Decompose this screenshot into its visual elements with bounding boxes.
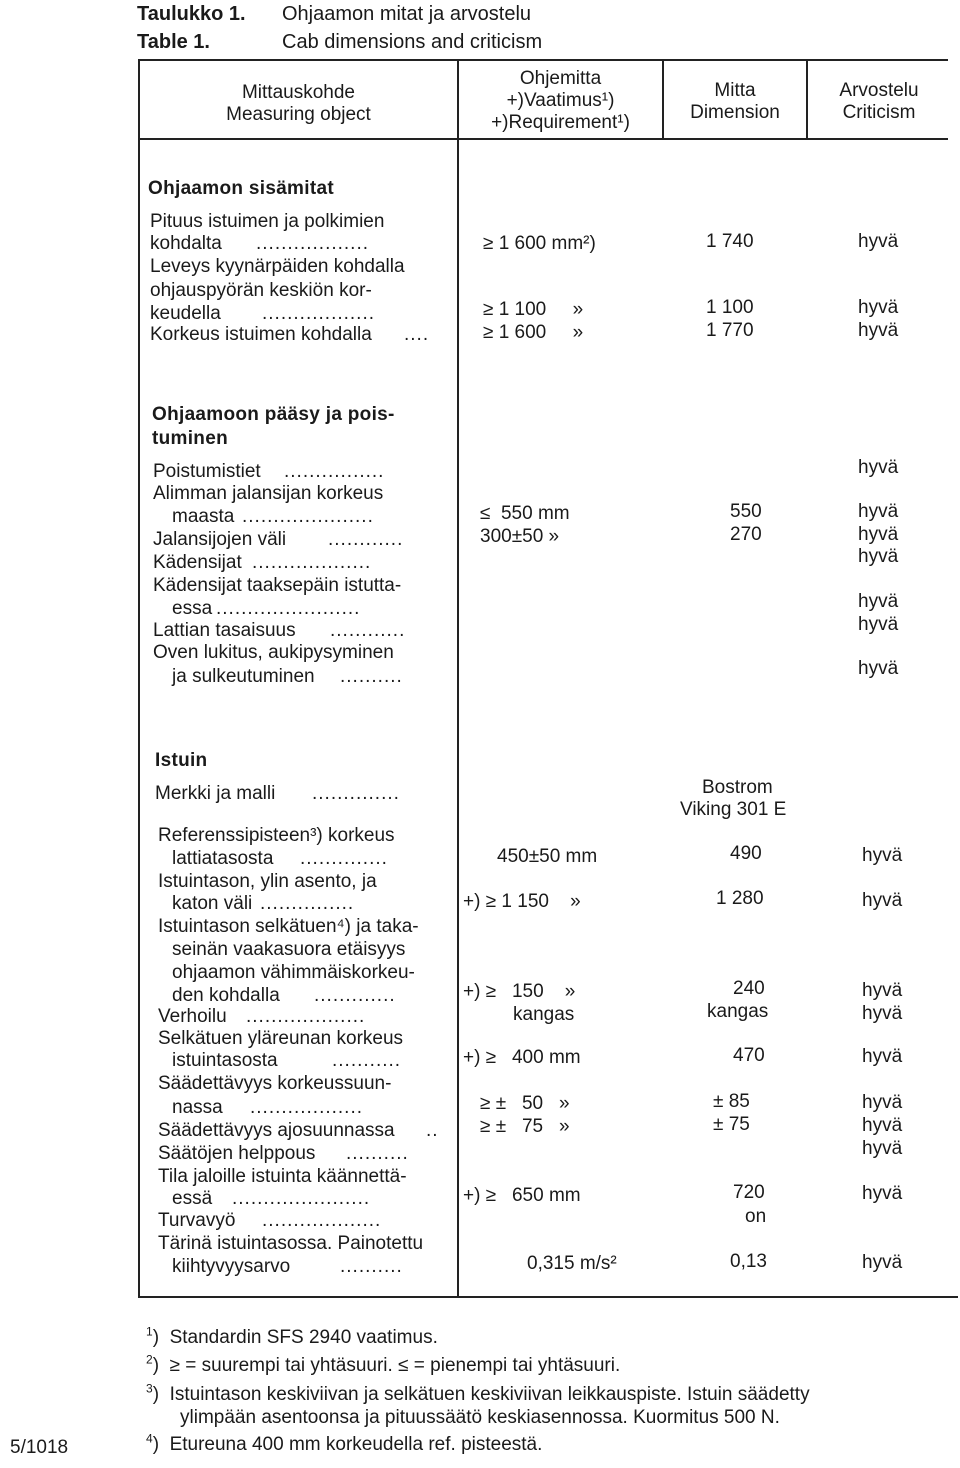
dimension-value: on bbox=[745, 1206, 767, 1227]
row-label: Verhoilu bbox=[158, 1006, 227, 1027]
leader-dots: ...................... bbox=[232, 1188, 371, 1209]
table-top-rule bbox=[138, 59, 948, 61]
footnote-cont: ylimpään asentoonsa ja pituussäätö keskiasennossa. Kuormitus 500 N. bbox=[180, 1407, 780, 1428]
row-label: Säädettävyys ajosuunnassa bbox=[158, 1120, 395, 1141]
leader-dots: .............. bbox=[312, 783, 400, 804]
caption-fi-label: Taulukko 1. bbox=[137, 3, 246, 25]
row-label: Kädensijat bbox=[153, 552, 242, 573]
requirement-value: ≤ 550 mm bbox=[480, 503, 570, 524]
row-label: Tila jaloille istuinta käännettä- bbox=[158, 1166, 407, 1187]
criticism-value: hyvä bbox=[862, 1046, 903, 1067]
caption-en-title: Cab dimensions and criticism bbox=[282, 31, 543, 53]
criticism-value: hyvä bbox=[858, 320, 899, 341]
footnote: $^1$) Standardin SFS 2940 vaatimus. bbox=[146, 1324, 438, 1348]
dimension-value: 1 280 bbox=[716, 888, 764, 909]
dimension-value: 490 bbox=[730, 843, 762, 864]
col-rule-left bbox=[138, 59, 140, 1298]
col-rule-1 bbox=[457, 59, 459, 1298]
row-label: Istuintason selkätuen⁴) ja taka- bbox=[158, 916, 419, 937]
criticism-value: hyvä bbox=[858, 614, 899, 635]
criticism-value: hyvä bbox=[858, 546, 899, 567]
leader-dots: ............ bbox=[328, 529, 404, 550]
leader-dots: ............. bbox=[314, 985, 396, 1006]
criticism-value: hyvä bbox=[862, 845, 903, 866]
dimension-value: 0,13 bbox=[730, 1251, 767, 1272]
header-measuring-object: Mittauskohde Measuring object bbox=[226, 82, 371, 125]
criticism-value: hyvä bbox=[858, 591, 899, 612]
leader-dots: .......... bbox=[340, 1256, 403, 1277]
row-label: Oven lukitus, aukipysyminen bbox=[153, 642, 394, 663]
dimension-value: kangas bbox=[707, 1001, 769, 1022]
requirement-value: +) ≥ 650 mm bbox=[463, 1185, 581, 1206]
row-label: kiihtyvyysarvo bbox=[172, 1256, 291, 1277]
row-label: istuintasosta bbox=[172, 1050, 278, 1071]
leader-dots: ................ bbox=[284, 461, 385, 482]
row-label: ohjaamon vähimmäiskorkeu- bbox=[172, 962, 415, 983]
section-title: Ohjaamoon pääsy ja pois- bbox=[152, 404, 395, 425]
row-label: essä bbox=[172, 1188, 213, 1209]
leader-dots: ........... bbox=[332, 1050, 402, 1071]
dimension-value: 1 740 bbox=[706, 231, 754, 252]
header-requirement: Ohjemitta +)Vaatimus¹) +)Requirement¹) bbox=[491, 68, 630, 133]
criticism-value: hyvä bbox=[862, 1003, 903, 1024]
dimension-value: 470 bbox=[733, 1045, 765, 1066]
row-label: Korkeus istuimen kohdalla bbox=[150, 324, 372, 345]
section-title-cont: tuminen bbox=[152, 428, 228, 449]
dimension-value: 1 770 bbox=[706, 320, 754, 341]
leader-dots: .............. bbox=[300, 848, 388, 869]
footnote: $^3$) Istuintason keskiviivan ja selkätuen keskiviivan leikkauspiste. Istuin säädetty bbox=[146, 1381, 810, 1405]
criticism-value: hyvä bbox=[858, 297, 899, 318]
requirement-value: +) ≥ 400 mm bbox=[463, 1047, 581, 1068]
row-label: seinän vaakasuora etäisyys bbox=[172, 939, 406, 960]
leader-dots: ............ bbox=[330, 620, 406, 641]
criticism-value: hyvä bbox=[862, 1115, 903, 1136]
leader-dots: .... bbox=[404, 324, 430, 345]
criticism-value: hyvä bbox=[862, 890, 903, 911]
requirement-value: ≥ ± 75 » bbox=[480, 1116, 570, 1137]
row-label: den kohdalla bbox=[172, 985, 280, 1006]
dimension-value: Viking 301 E bbox=[680, 799, 787, 820]
row-label: Lattian tasaisuus bbox=[153, 620, 296, 641]
leader-dots: ................... bbox=[252, 552, 372, 573]
criticism-value: hyvä bbox=[858, 501, 899, 522]
dimension-value: ± 75 bbox=[713, 1114, 750, 1135]
requirement-value: ≥ 1 600 » bbox=[483, 322, 584, 343]
criticism-value: hyvä bbox=[862, 1252, 903, 1273]
dimension-value: ± 85 bbox=[713, 1091, 750, 1112]
leader-dots: ....................... bbox=[216, 598, 361, 619]
row-label: Poistumistiet bbox=[153, 461, 261, 482]
requirement-value: 450±50 mm bbox=[497, 846, 598, 867]
criticism-value: hyvä bbox=[862, 980, 903, 1001]
row-label: maasta bbox=[172, 506, 235, 527]
row-label: Kädensijat taaksepäin istutta- bbox=[153, 575, 402, 596]
row-label: Alimman jalansijan korkeus bbox=[153, 483, 384, 504]
requirement-value: ≥ ± 50 » bbox=[480, 1093, 570, 1114]
criticism-value: hyvä bbox=[862, 1138, 903, 1159]
row-label: essa bbox=[172, 598, 213, 619]
requirement-value: ≥ 1 600 mm²) bbox=[483, 233, 596, 254]
caption-fi-title: Ohjaamon mitat ja arvostelu bbox=[282, 3, 532, 25]
row-label: Pituus istuimen ja polkimien bbox=[150, 211, 385, 232]
row-label: Referenssipisteen³) korkeus bbox=[158, 825, 395, 846]
requirement-value: 0,315 m/s² bbox=[527, 1253, 617, 1274]
dimension-value: 240 bbox=[733, 978, 765, 999]
criticism-value: hyvä bbox=[858, 524, 899, 545]
row-label: ohjauspyörän keskiön kor- bbox=[150, 280, 372, 301]
row-label: Turvavyö bbox=[158, 1210, 236, 1231]
requirement-value: kangas bbox=[513, 1004, 575, 1025]
row-label: keudella bbox=[150, 303, 221, 324]
row-label: Leveys kyynärpäiden kohdalla bbox=[150, 256, 405, 277]
criticism-value: hyvä bbox=[862, 1092, 903, 1113]
footnote: $^2$) ≥ = suurempi tai yhtäsuuri. ≤ = pienempi tai yhtäsuuri. bbox=[146, 1352, 621, 1376]
leader-dots: .................. bbox=[262, 303, 376, 324]
leader-dots: .................. bbox=[250, 1097, 364, 1118]
criticism-value: hyvä bbox=[858, 457, 899, 478]
header-bottom-rule bbox=[138, 138, 948, 140]
leader-dots: .................. bbox=[256, 233, 370, 254]
leader-dots: .......... bbox=[340, 666, 403, 687]
row-label: Säädettävyys korkeussuun- bbox=[158, 1073, 392, 1094]
leader-dots: .......... bbox=[346, 1143, 409, 1164]
leader-dots: ................... bbox=[246, 1006, 366, 1027]
criticism-value: hyvä bbox=[858, 231, 899, 252]
header-dimension: Mitta Dimension bbox=[690, 80, 780, 123]
row-label: kohdalta bbox=[150, 233, 222, 254]
section-title: Ohjaamon sisämitat bbox=[148, 178, 334, 199]
leader-dots: .. bbox=[426, 1120, 439, 1141]
page-code: 5/1018 bbox=[10, 1437, 69, 1458]
section-title: Istuin bbox=[155, 750, 208, 771]
footnote: $^4$) Etureuna 400 mm korkeudella ref. pisteestä. bbox=[146, 1431, 543, 1455]
dimension-value: 550 bbox=[730, 501, 762, 522]
dimension-value: 720 bbox=[733, 1182, 765, 1203]
requirement-value: 300±50 » bbox=[480, 526, 560, 547]
leader-dots: ..................... bbox=[242, 506, 374, 527]
criticism-value: hyvä bbox=[862, 1183, 903, 1204]
row-label: katon väli bbox=[172, 893, 253, 914]
row-label: lattiatasosta bbox=[172, 848, 274, 869]
leader-dots: ............... bbox=[260, 893, 355, 914]
row-label: Säätöjen helppous bbox=[158, 1143, 316, 1164]
dimension-value: 270 bbox=[730, 524, 762, 545]
caption-en-label: Table 1. bbox=[137, 31, 210, 53]
table-bottom-rule bbox=[138, 1296, 958, 1298]
dimension-value: Bostrom bbox=[702, 777, 773, 798]
dimension-value: 1 100 bbox=[706, 297, 754, 318]
criticism-value: hyvä bbox=[858, 658, 899, 679]
leader-dots: ................... bbox=[262, 1210, 382, 1231]
header-criticism: Arvostelu Criticism bbox=[839, 80, 919, 123]
row-label: ja sulkeutuminen bbox=[172, 666, 315, 687]
requirement-value: +) ≥ 1 150 » bbox=[463, 891, 581, 912]
row-label: nassa bbox=[172, 1097, 223, 1118]
requirement-value: +) ≥ 150 » bbox=[463, 981, 576, 1002]
requirement-value: ≥ 1 100 » bbox=[483, 299, 584, 320]
row-label: Tärinä istuintasossa. Painotettu bbox=[158, 1233, 424, 1254]
row-label: Jalansijojen väli bbox=[153, 529, 287, 550]
row-label: Merkki ja malli bbox=[155, 783, 276, 804]
row-label: Selkätuen yläreunan korkeus bbox=[158, 1028, 404, 1049]
row-label: Istuintason, ylin asento, ja bbox=[158, 871, 377, 892]
